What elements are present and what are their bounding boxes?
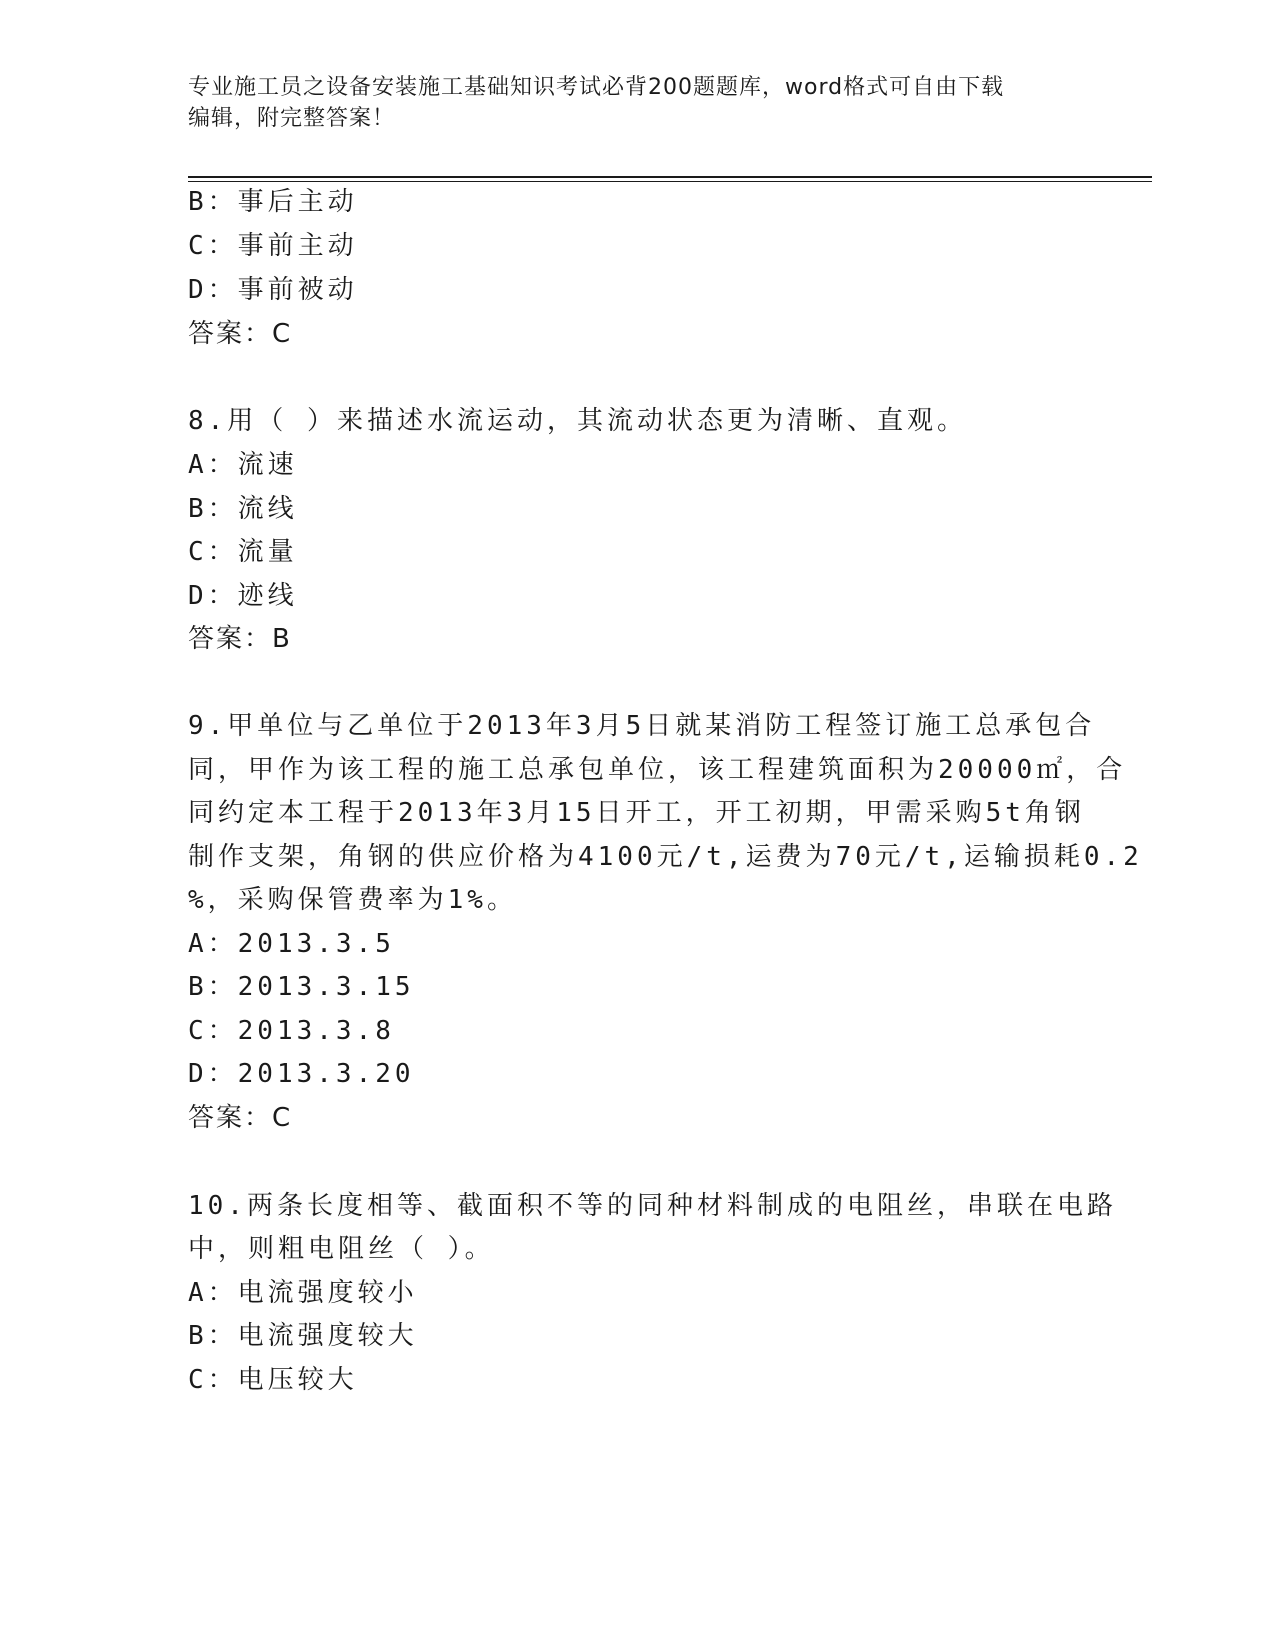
q10-option-a: A：电流强度较小	[188, 1278, 418, 1308]
q8-option-d: D：迹线	[188, 581, 298, 611]
q7-option-d: D：事前被动	[188, 275, 358, 305]
q10-option-b: B：电流强度较大	[188, 1321, 418, 1351]
q7-answer: 答案：C	[188, 319, 293, 349]
q9-answer: 答案：C	[188, 1103, 293, 1133]
q8-option-c: C：流量	[188, 537, 298, 567]
q10-question-line-1: 10.两条长度相等、截面积不等的同种材料制成的电阻丝，串联在电路	[188, 1191, 1117, 1221]
q7-option-b: B：事后主动	[188, 187, 358, 217]
q8-answer: 答案：B	[188, 624, 292, 654]
q10-option-c: C：电压较大	[188, 1365, 358, 1395]
q8-option-a: A：流速	[188, 450, 298, 480]
q9-option-c: C：2013.3.8	[188, 1016, 395, 1046]
q9-option-a: A：2013.3.5	[188, 929, 395, 959]
q9-option-d: D：2013.3.20	[188, 1059, 415, 1089]
document-header	[188, 72, 1088, 134]
q9-option-b: B：2013.3.15	[188, 972, 415, 1002]
q10-question-line-2: 中，则粗电阻丝（ ）。	[188, 1234, 495, 1264]
header-title-line-1: 专业施工员之设备安装施工基础知识考试必背200题题库，word格式可自由下载	[188, 75, 1005, 100]
header-title-line-2: 编辑，附完整答案！	[188, 106, 396, 131]
q8-option-b: B：流线	[188, 494, 298, 524]
q8-question: 8.用（ ）来描述水流运动，其流动状态更为清晰、直观。	[188, 406, 967, 436]
header-rule-thick	[188, 176, 1152, 178]
q9-question-line-3: 同约定本工程于2013年3月15日开工，开工初期，甲需采购5t角钢	[188, 798, 1085, 828]
q9-question-line-5: %，采购保管费率为1%。	[188, 885, 517, 915]
header-rule-thin	[188, 181, 1152, 182]
q7-option-c: C：事前主动	[188, 231, 358, 261]
q9-question-line-4: 制作支架，角钢的供应价格为4100元/t,运费为70元/t,运输损耗0.2	[188, 842, 1143, 872]
q9-question-line-2: 同，甲作为该工程的施工总承包单位，该工程建筑面积为20000㎡，合	[188, 755, 1127, 785]
q9-question-line-1: 9.甲单位与乙单位于2013年3月5日就某消防工程签订施工总承包合	[188, 711, 1096, 741]
